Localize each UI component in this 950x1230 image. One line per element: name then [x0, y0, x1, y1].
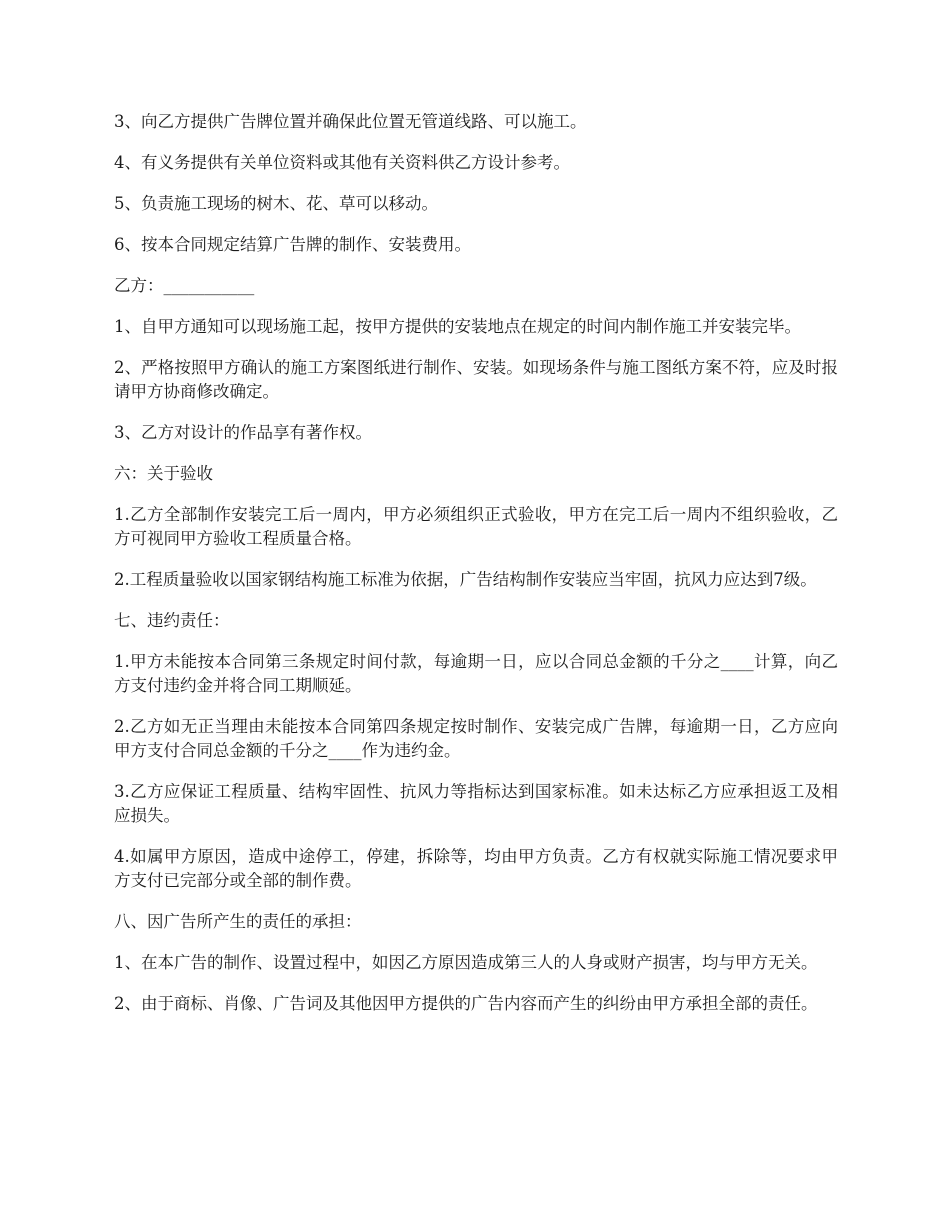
paragraph: 3、乙方对设计的作品享有著作权。 [114, 423, 372, 442]
paragraph: 1.乙方全部制作安装完工后一周内，甲方必须组织正式验收，甲方在完工后一周内不组织验收，乙方可视同甲方验收工程质量合格。 [114, 505, 838, 548]
party-b-label: 乙方：___________ [114, 276, 255, 295]
paragraph: 3、向乙方提供广告牌位置并确保此位置无管道线路、可以施工。 [114, 112, 587, 131]
document-page [114, 110, 838, 1033]
paragraph: 2、严格按照甲方确认的施工方案图纸进行制作、安装。如现场条件与施工图纸方案不符，应及时报请甲方协商修改确定。 [114, 358, 838, 401]
paragraph: 2、由于商标、肖像、广告词及其他因甲方提供的广告内容而产生的纠纷由甲方承担全部的责任。 [114, 994, 818, 1013]
paragraph: 1、自甲方通知可以现场施工起，按甲方提供的安装地点在规定的时间内制作施工并安装完毕。 [114, 317, 801, 336]
section-heading-liability: 七、违约责任： [114, 611, 230, 630]
paragraph: 2.工程质量验收以国家钢结构施工标准为依据，广告结构制作安装应当牢固，抗风力应达到7级。 [114, 570, 817, 589]
paragraph: 5、负责施工现场的树木、花、草可以移动。 [114, 194, 438, 213]
paragraph: 2.乙方如无正当理由未能按本合同第四条规定按时制作、安装完成广告牌，每逾期一日，乙方应向甲方支付合同总金额的千分之____作为违约金。 [114, 717, 838, 760]
section-heading-ad-responsibility: 八、因广告所产生的责任的承担： [114, 912, 362, 931]
section-heading-acceptance: 六：关于验收 [114, 464, 213, 483]
paragraph: 6、按本合同规定结算广告牌的制作、安装费用。 [114, 235, 471, 254]
paragraph: 4.如属甲方原因，造成中途停工，停建，拆除等，均由甲方负责。乙方有权就实际施工情况要求甲方支付已完部分或全部的制作费。 [114, 847, 838, 890]
paragraph: 1、在本广告的制作、设置过程中，如因乙方原因造成第三人的人身或财产损害，均与甲方无关。 [114, 953, 818, 972]
paragraph: 1.甲方未能按本合同第三条规定时间付款，每逾期一日，应以合同总金额的千分之____计算，向乙方支付违约金并将合同工期顺延。 [114, 652, 838, 695]
paragraph: 3.乙方应保证工程质量、结构牢固性、抗风力等指标达到国家标准。如未达标乙方应承担返工及相应损失。 [114, 782, 838, 825]
paragraph: 4、有义务提供有关单位资料或其他有关资料供乙方设计参考。 [114, 153, 570, 172]
